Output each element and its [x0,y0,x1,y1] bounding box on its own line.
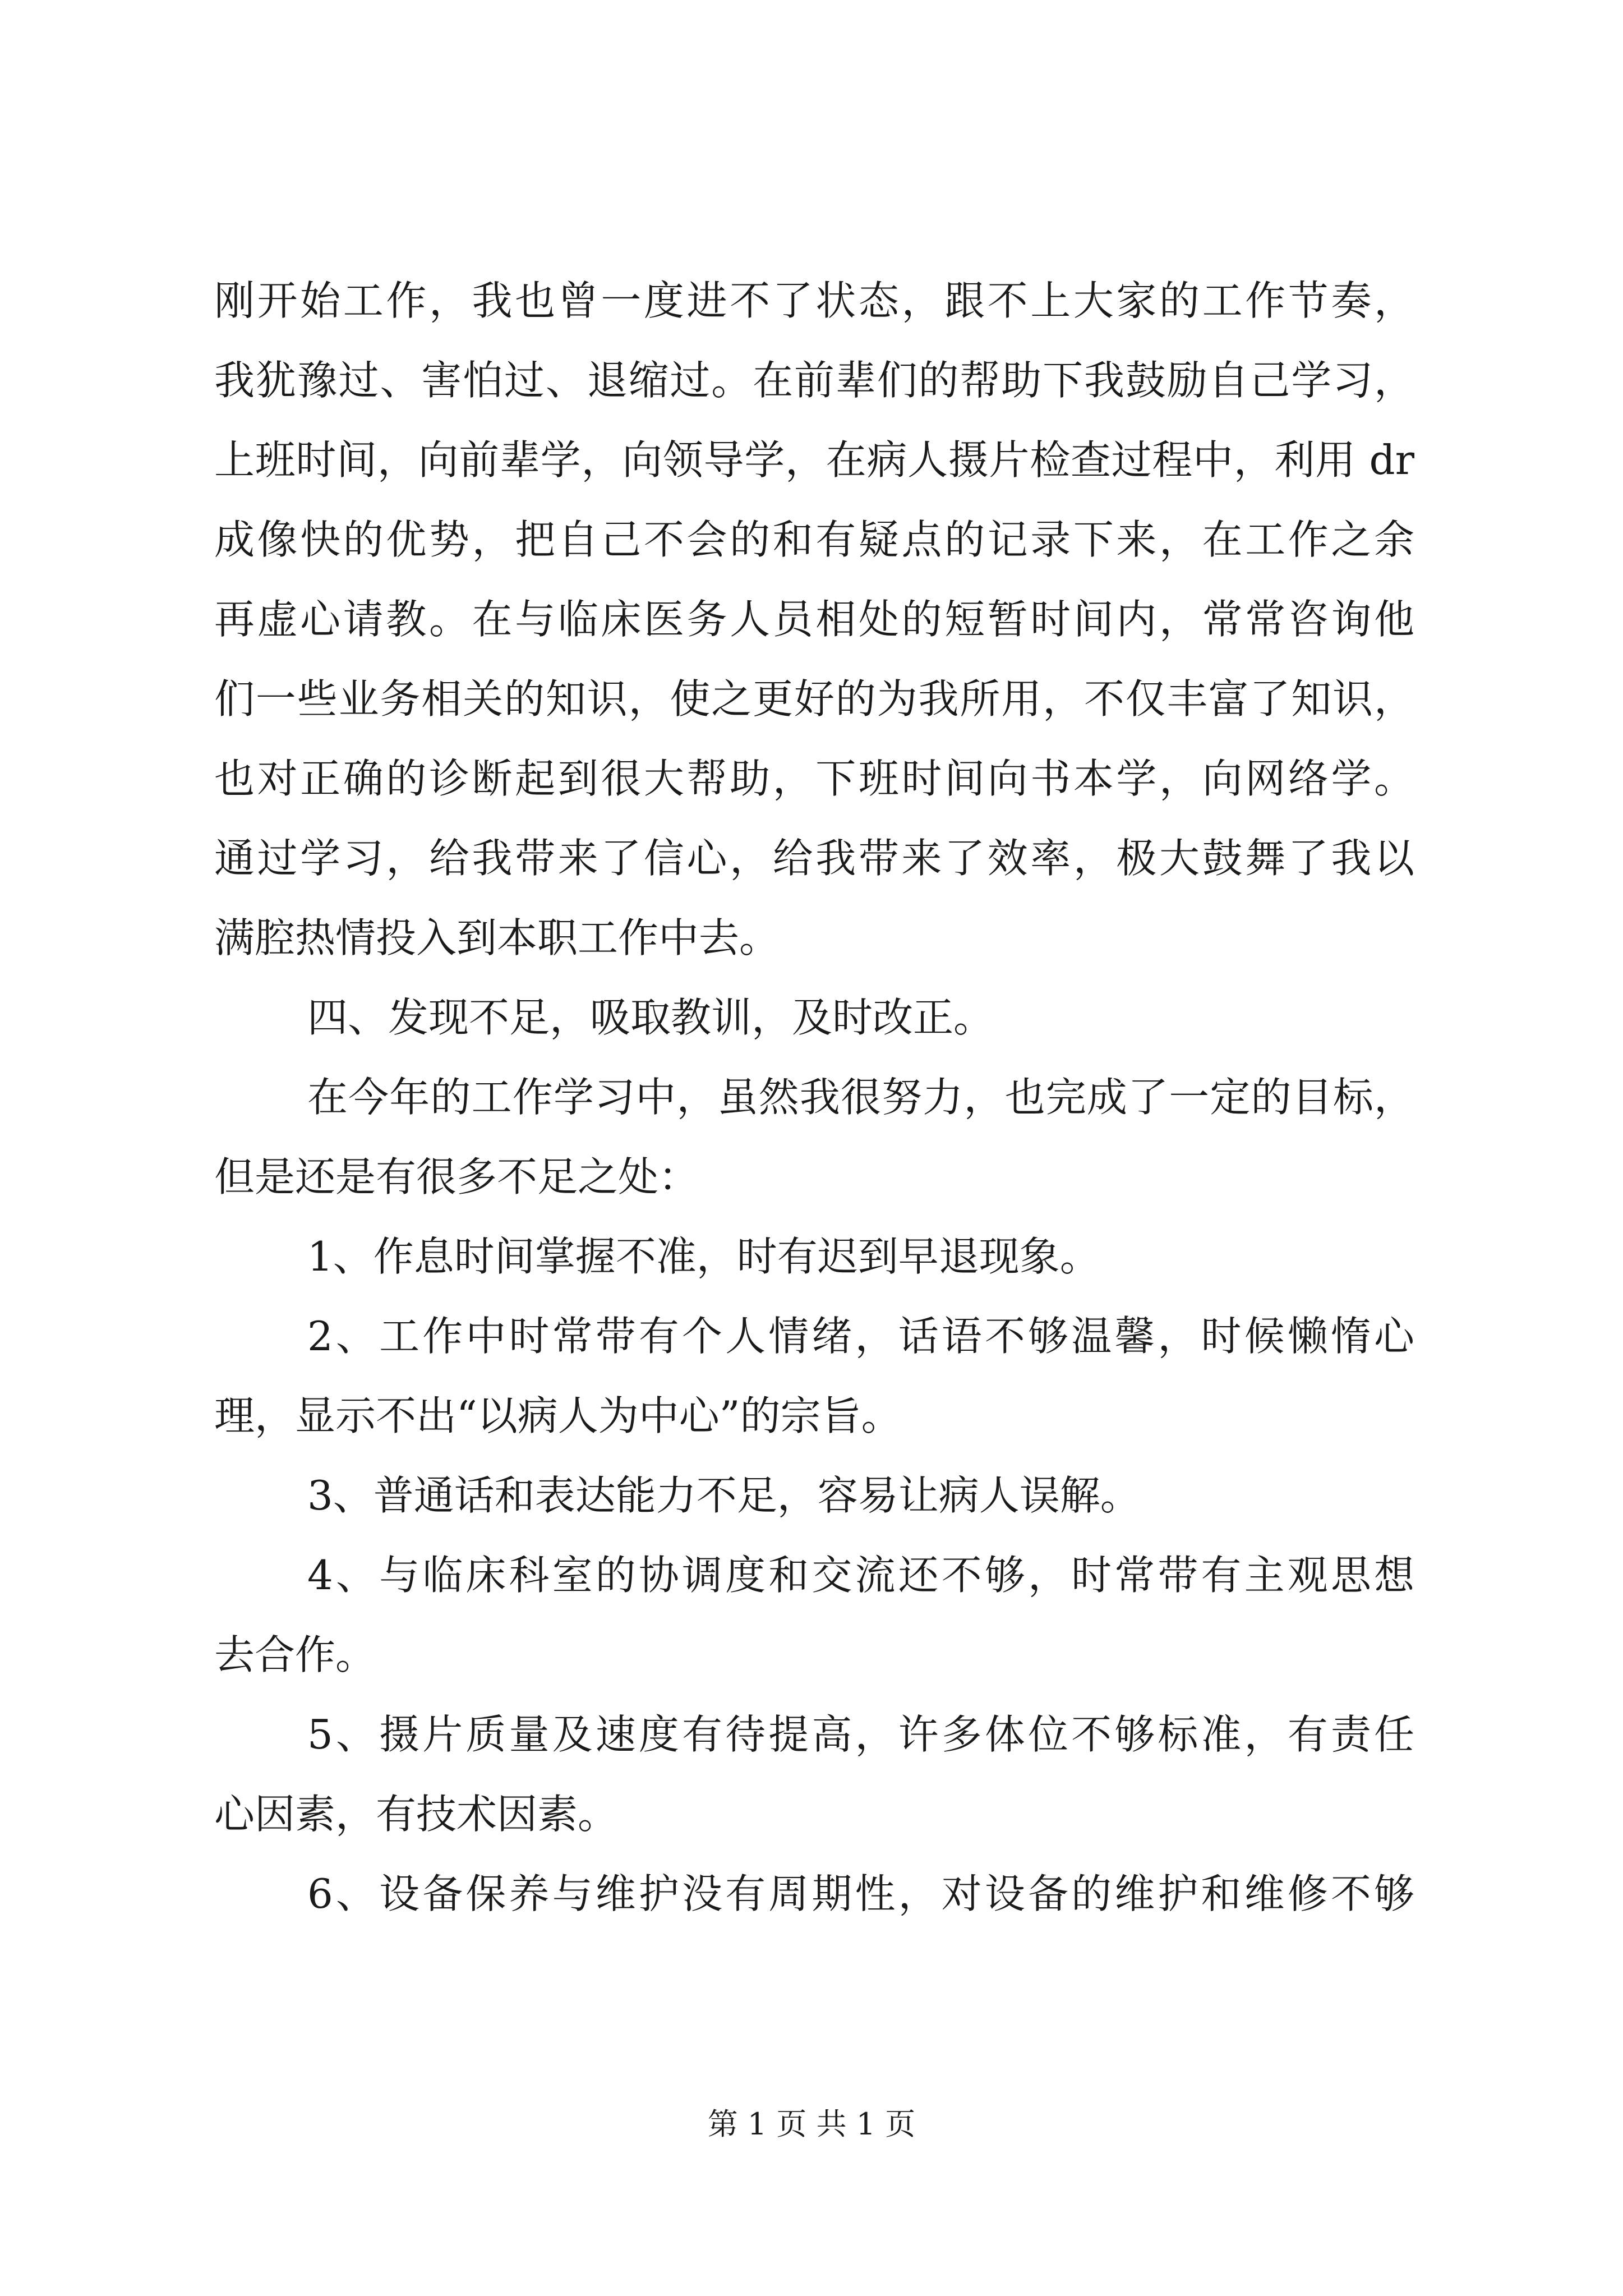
text-line: 但是还是有很多不足之处： [214,1153,699,1200]
text-line: 上班时间，向前辈学，向领导学，在病人摄片检查过程中，利用 dr [214,436,1414,484]
text-line: 再虚心请教。在与临床医务人员相处的短暂时间内，常常咨询他 [214,596,1414,643]
text-line: 们一些业务相关的知识，使之更好的为我所用，不仅丰富了知识， [214,675,1414,723]
section-heading: 四、发现不足，吸取教训，及时改正。 [307,994,994,1041]
list-item: 4、与临床科室的协调度和交流还不够，时常带有主观思想 [307,1552,1414,1599]
list-item: 3、普通话和表达能力不足，容易让病人误解。 [307,1472,1141,1519]
page-number-footer: 第 1 页 共 1 页 [707,2106,916,2142]
text-line: 在今年的工作学习中，虽然我很努力，也完成了一定的目标， [307,1074,1414,1121]
list-item: 6、设备保养与维护没有周期性，对设备的维护和维修不够 [307,1870,1414,1917]
text-line: 通过学习，给我带来了信心，给我带来了效率，极大鼓舞了我以 [214,835,1414,882]
text-line: 成像快的优势，把自己不会的和有疑点的记录下来，在工作之余 [214,516,1414,563]
text-line: 心因素，有技术因素。 [214,1791,619,1838]
text-line: 我犹豫过、害怕过、退缩过。在前辈们的帮助下我鼓励自己学习， [214,357,1414,404]
text-line: 也对正确的诊断起到很大帮助，下班时间向书本学，向网络学。 [214,755,1414,802]
text-line: 满腔热情投入到本职工作中去。 [214,914,780,961]
text-line: 刚开始工作，我也曾一度进不了状态，跟不上大家的工作节奏， [214,277,1414,324]
list-item: 2、工作中时常带有个人情绪，话语不够温馨，时候懒惰心 [307,1313,1414,1360]
text-line: 理，显示不出“以病人为中心”的宗旨。 [214,1392,902,1439]
list-item: 1、作息时间掌握不准，时有迟到早退现象。 [307,1233,1100,1280]
text-line: 去合作。 [214,1631,376,1678]
list-item: 5、摄片质量及速度有待提高，许多体位不够标准，有责任 [307,1711,1414,1758]
